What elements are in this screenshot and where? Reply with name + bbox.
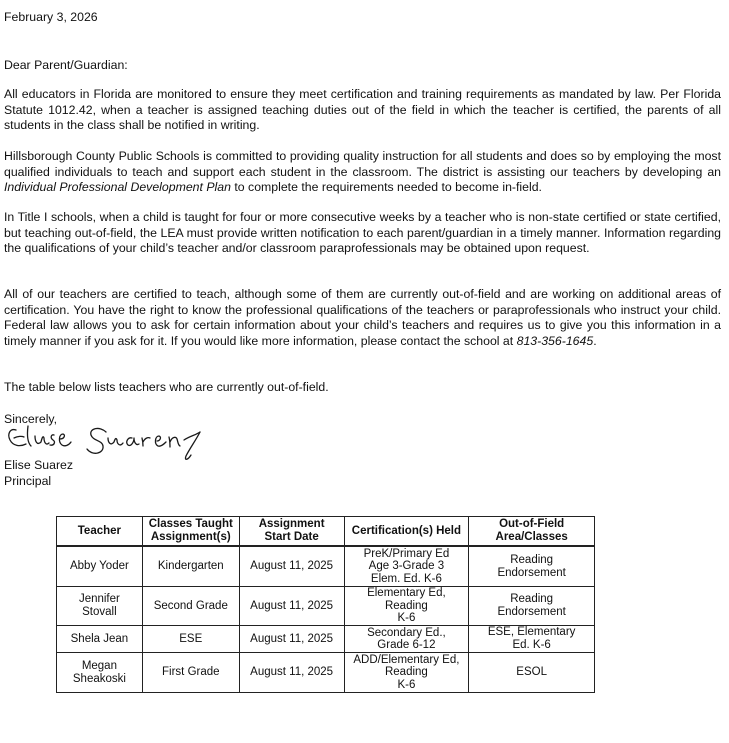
cell-classes: Second Grade bbox=[142, 587, 239, 626]
table-row bbox=[57, 587, 595, 626]
header-start-date bbox=[239, 517, 344, 547]
teacher-name-line: Stovall bbox=[82, 606, 117, 618]
cell-certification bbox=[344, 626, 469, 653]
teacher-name-line: Shela Jean bbox=[70, 632, 129, 645]
teacher-name-line: Megan bbox=[81, 659, 117, 672]
cell-classes: ESE bbox=[142, 626, 239, 653]
paragraph-table-intro: The table below lists teachers who are currently out-of-field. bbox=[4, 380, 329, 394]
cell-out-of-field bbox=[469, 587, 595, 626]
header-classes-line1: Classes Taught bbox=[148, 518, 233, 530]
paragraph-rights-text: All of our teachers are certified to teach, although some of them are currently out-of-field and are working on additional areas of certification. You have the right to know the professional qualifications of the teachers or paraprofessionals who instruct your child. Federal law allows you to ask for certain information about your child’s teachers and requires us to give you this information in a timely manner if you ask for it. If you would like more information, please contact the school at bbox=[4, 287, 721, 348]
cert-line: Grade 6-12 bbox=[377, 639, 436, 651]
cell-start-date: August 11, 2025 bbox=[239, 546, 344, 587]
header-start-line2: Start Date bbox=[264, 531, 319, 543]
cert-line: PreK/Primary Ed bbox=[363, 547, 450, 560]
signer-name: Elise Suarez bbox=[4, 458, 74, 472]
oof-line: ESE, Elementary bbox=[487, 626, 576, 638]
cell-certification bbox=[344, 546, 469, 587]
cell-start-date: August 11, 2025 bbox=[239, 626, 344, 653]
oof-line: ESOL bbox=[516, 666, 547, 678]
table-row bbox=[57, 626, 595, 653]
cell-start-date: August 11, 2025 bbox=[239, 587, 344, 626]
teacher-name-line: Abby Yoder bbox=[69, 560, 129, 572]
table-row bbox=[57, 653, 595, 693]
out-of-field-teachers-table bbox=[56, 516, 595, 693]
paragraph-district-text-start: Hillsborough County Public Schools is committed to providing quality instruction for all students and does so by employing the most qualified individuals to teach and support each student in the classroom. The district is assisting our teachers by developing an bbox=[4, 149, 721, 179]
cell-classes: Kindergarten bbox=[142, 546, 239, 587]
signer-title: Principal bbox=[4, 474, 52, 488]
oof-line: Endorsement bbox=[497, 566, 566, 579]
cert-line: Reading bbox=[384, 666, 428, 679]
cell-out-of-field bbox=[469, 626, 595, 653]
header-teacher: Teacher bbox=[57, 517, 143, 547]
cell-certification bbox=[344, 653, 469, 693]
header-start-line1: Assignment bbox=[258, 518, 325, 530]
cert-line: Secondary Ed., bbox=[367, 626, 446, 639]
paragraph-title-one: In Title I schools, when a child is taught for four or more consecutive weeks by a teacher who is non-state certified or state certified, but teaching out-of-field, the LEA must provide written notification to each parent/guardian in a timely manner. Information regarding the qualifications of your child’s teacher and/or classroom paraprofessionals may be obtained upon request. bbox=[4, 210, 721, 256]
cert-line: K-6 bbox=[397, 678, 416, 691]
cert-line: ADD/Elementary Ed, bbox=[353, 653, 460, 666]
oof-line: Reading bbox=[510, 593, 554, 605]
teacher-name-line: Jennifer bbox=[78, 593, 120, 605]
cell-teacher bbox=[57, 587, 143, 626]
cell-classes: First Grade bbox=[142, 653, 239, 693]
paragraph-rights-period: . bbox=[593, 333, 597, 348]
oof-line: Reading bbox=[510, 553, 554, 566]
closing: Sincerely, bbox=[4, 412, 58, 426]
teacher-name-line: Sheakoski bbox=[72, 672, 126, 685]
paragraph-certification-monitoring: All educators in Florida are monitored to ensure they meet certification and training requirements as mandated by law. Per Florida Statute 1012.42, when a teacher is assigned teaching duties out of the field in which the teacher is certified, the parents of all students in the class shall be notified in writing. bbox=[4, 87, 721, 133]
cert-line: Elem. Ed. K-6 bbox=[370, 572, 442, 585]
oof-line: Endorsement bbox=[497, 606, 566, 618]
paragraph-parent-rights bbox=[4, 287, 721, 349]
cell-start-date: August 11, 2025 bbox=[239, 653, 344, 693]
cell-teacher bbox=[57, 653, 143, 693]
oof-line: Ed. K-6 bbox=[512, 639, 551, 651]
cert-line: Age 3-Grade 3 bbox=[368, 560, 445, 573]
cert-line: K-6 bbox=[397, 612, 416, 625]
table-header-row bbox=[57, 517, 595, 547]
header-certifications: Certification(s) Held bbox=[344, 517, 469, 547]
letter-date: February 3, 2026 bbox=[4, 10, 98, 24]
paragraph-district-commitment bbox=[4, 149, 721, 196]
salutation: Dear Parent/Guardian: bbox=[4, 58, 128, 72]
cell-teacher bbox=[57, 626, 143, 653]
cell-teacher bbox=[57, 546, 143, 587]
header-classes-taught bbox=[142, 517, 239, 547]
table-row bbox=[57, 546, 595, 587]
cell-certification bbox=[344, 587, 469, 626]
paragraph-district-text-end: to complete the requirements needed to become in-field. bbox=[230, 180, 542, 195]
development-plan-title: Individual Professional Development Plan bbox=[4, 180, 231, 195]
header-classes-line2: Assignment(s) bbox=[150, 531, 231, 543]
cell-out-of-field bbox=[469, 653, 595, 693]
header-oof-line2: Area/Classes bbox=[495, 531, 568, 543]
cert-line: Reading bbox=[384, 599, 428, 612]
school-phone-number: 813-356-1645 bbox=[516, 333, 594, 348]
header-out-of-field bbox=[469, 517, 595, 547]
cert-line: Elementary Ed, bbox=[367, 587, 446, 600]
header-oof-line1: Out-of-Field bbox=[499, 518, 565, 530]
cell-out-of-field bbox=[469, 546, 595, 587]
